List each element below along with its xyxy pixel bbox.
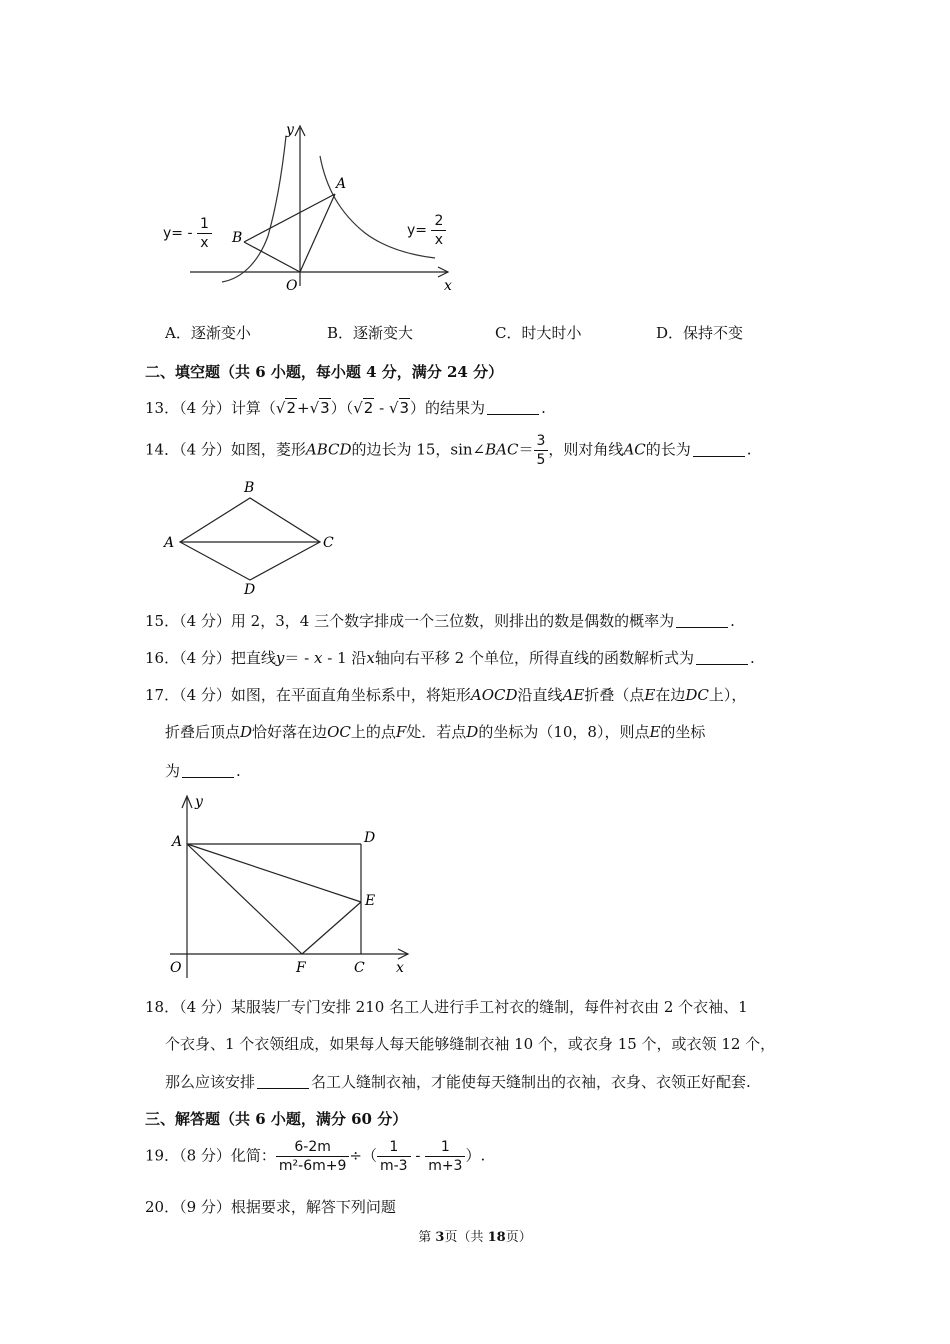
label-O: O (286, 278, 298, 294)
answer-blank-14[interactable] (693, 442, 745, 457)
label-B: B (244, 480, 255, 496)
segment-FE (302, 902, 361, 954)
question-18-line-3: 那么应该安排 名工人缝制衣袖，才能使每天缝制出的衣袖，衣身、衣领正好配套. (165, 1073, 751, 1091)
answer-blank-18[interactable] (257, 1074, 309, 1089)
rhombus-ABCD (180, 498, 320, 580)
section-2-title: 二、填空题（共 6 小题，每小题 4 分，满分 24 分） (145, 363, 504, 381)
label-O: O (170, 960, 182, 976)
label-y: y (286, 122, 294, 138)
label-C: C (354, 960, 365, 976)
label-F: F (296, 960, 306, 976)
question-15: 15．（4 分）用 2，3，4 三个数字排成一个三位数，则排出的数是偶数的概率为 . (145, 612, 735, 630)
label-E: E (365, 893, 376, 909)
section-3-title: 三、解答题（共 6 小题，满分 60 分） (145, 1110, 408, 1128)
left-hyperbola-curve (222, 136, 286, 282)
answer-blank-13[interactable] (487, 400, 539, 415)
question-14: 14．（4 分）如图，菱形ABCD的边长为 15，sin∠BAC＝ $\frac{3}{5}$ ，则对角线AC的长为 . (145, 433, 752, 468)
figure-rectangle-fold (160, 792, 420, 982)
page-footer: 第 3页（共 18页） (418, 1230, 532, 1245)
label-A: A (164, 535, 175, 551)
label-x: x (444, 278, 452, 294)
question-17-line-1: 17．（4 分）如图，在平面直角坐标系中，将矩形AOCD沿直线AE折叠（点E在边DC上）， (145, 686, 747, 704)
label-C: C (323, 535, 334, 551)
label-A: A (336, 176, 347, 192)
segment-OB (244, 242, 300, 272)
choice-A[interactable]: A．逐渐变小 (165, 324, 251, 342)
answer-blank-17[interactable] (182, 763, 234, 778)
label-y: y (195, 794, 203, 810)
question-19: 19．（8 分）化简： $\frac{6-2m}{\text{m²-6m+9}}$ ÷（ $\frac{1}{m-3}$ - $\frac{1}{m+3}$ ）. (145, 1139, 486, 1174)
question-17-line-3: 为 . (165, 762, 241, 780)
segment-AB (244, 194, 335, 242)
answer-blank-15[interactable] (676, 613, 728, 628)
segment-AE (187, 844, 361, 902)
question-18-line-2: 个衣身、1 个衣领组成，如果每人每天能够缝制衣袖 10 个，或衣身 15 个，或衣领 12 个， (165, 1035, 776, 1053)
choice-D[interactable]: D．保持不变 (656, 324, 744, 342)
choice-C[interactable]: C．时大时小 (495, 324, 582, 342)
label-A: A (172, 834, 183, 850)
right-curve-label: y= $\frac{2}{x}$ (407, 212, 446, 249)
label-D: D (244, 582, 256, 598)
label-D: D (364, 830, 376, 846)
figure-rhombus (160, 476, 345, 601)
question-18-line-1: 18．（4 分）某服装厂专门安排 210 名工人进行手工衬衣的缝制，每件衬衣由 2 个衣袖、1 (145, 998, 748, 1016)
label-x: x (396, 960, 404, 976)
segment-OA (300, 194, 335, 272)
question-13: 13．（4 分）计算（√2+√3）（√2 - √3）的结果为 . (145, 399, 546, 417)
choice-B[interactable]: B．逐渐变大 (327, 324, 414, 342)
answer-blank-16[interactable] (696, 650, 748, 665)
left-curve-label: y= - $\frac{1}{x}$ (163, 215, 212, 252)
question-20: 20．（9 分）根据要求，解答下列问题 (145, 1198, 396, 1216)
figure-hyperbola (160, 118, 460, 298)
segment-AF (187, 844, 302, 954)
question-17-line-2: 折叠后顶点D恰好落在边OC上的点F处．若点D的坐标为（10，8），则点E的坐标 (165, 723, 706, 741)
label-B: B (232, 230, 243, 246)
question-16: 16．（4 分）把直线y＝ - x - 1 沿x轴向右平移 2 个单位，所得直线的函数解析式为 . (145, 649, 755, 667)
